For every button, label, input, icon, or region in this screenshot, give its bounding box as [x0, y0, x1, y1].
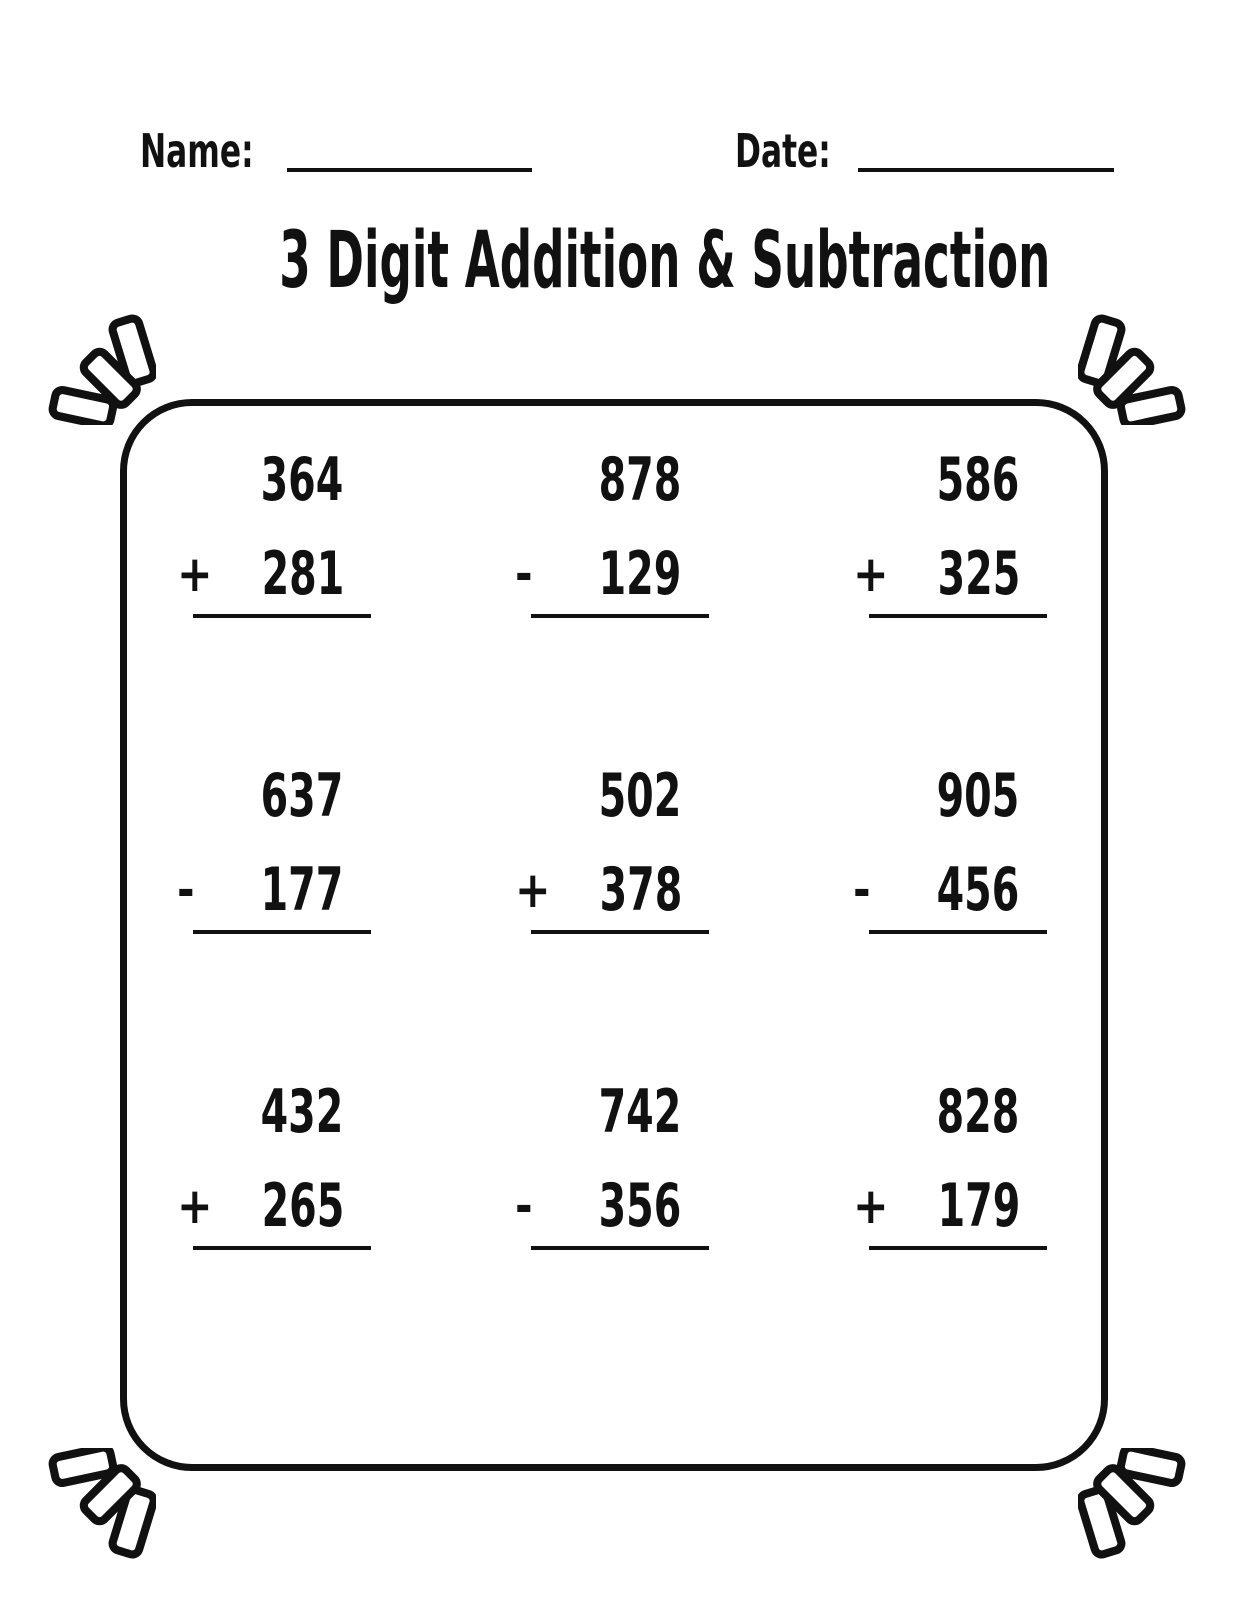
operand-bottom: 177	[260, 855, 343, 925]
operand-top: 637	[260, 761, 343, 831]
answer-line	[853, 539, 1047, 618]
name-field-label: Name:	[140, 124, 254, 178]
operator-sign: -	[515, 545, 533, 603]
operand-bottom: 265	[261, 1171, 345, 1241]
operator-sign: +	[177, 545, 213, 603]
operand-top: 905	[936, 761, 1019, 831]
worksheet-box	[120, 399, 1108, 1471]
operand-top: 364	[260, 445, 343, 515]
operator-sign: -	[515, 1177, 533, 1235]
name-blank-line	[287, 158, 532, 172]
operator-sign: +	[853, 545, 889, 603]
answer-line	[177, 1171, 371, 1250]
name-field	[140, 124, 532, 178]
answer-line	[177, 539, 371, 618]
page-title-wrap	[0, 216, 1210, 306]
operator-sign: +	[177, 1177, 213, 1235]
problem-9	[853, 1077, 1047, 1250]
operand-bottom: 456	[936, 855, 1019, 925]
operand-top: 828	[936, 1077, 1019, 1147]
operator-sign: -	[853, 861, 871, 919]
operand-bottom: 179	[937, 1171, 1021, 1241]
problem-5	[515, 761, 709, 934]
answer-line	[515, 1171, 709, 1250]
answer-line	[177, 855, 371, 934]
burst-rays-icon	[24, 1448, 156, 1580]
burst-rays-icon	[1078, 1448, 1210, 1580]
operator-sign: +	[515, 861, 551, 919]
page-title: 3 Digit Addition & Subtraction	[279, 216, 1051, 306]
problem-1	[177, 445, 371, 618]
problem-3	[853, 445, 1047, 618]
problem-4	[177, 761, 371, 934]
operator-sign: -	[177, 861, 195, 919]
answer-line	[853, 855, 1047, 934]
problem-6	[853, 761, 1047, 934]
operand-bottom: 281	[261, 539, 345, 609]
operand-top: 586	[936, 445, 1019, 515]
operand-top: 742	[598, 1077, 681, 1147]
operand-top: 502	[598, 761, 681, 831]
answer-line	[515, 539, 709, 618]
operand-bottom: 356	[598, 1171, 681, 1241]
operand-bottom: 129	[598, 539, 681, 609]
problem-8	[515, 1077, 709, 1250]
operand-top: 878	[598, 445, 681, 515]
answer-line	[853, 1171, 1047, 1250]
operand-bottom: 378	[599, 855, 683, 925]
problem-7	[177, 1077, 371, 1250]
answer-line	[515, 855, 709, 934]
operand-bottom: 325	[937, 539, 1021, 609]
operand-top: 432	[260, 1077, 343, 1147]
date-field-label: Date:	[735, 124, 831, 178]
date-blank-line	[858, 158, 1114, 172]
date-field	[735, 124, 1114, 178]
problem-grid	[127, 406, 1101, 1250]
problem-2	[515, 445, 709, 618]
operator-sign: +	[853, 1177, 889, 1235]
